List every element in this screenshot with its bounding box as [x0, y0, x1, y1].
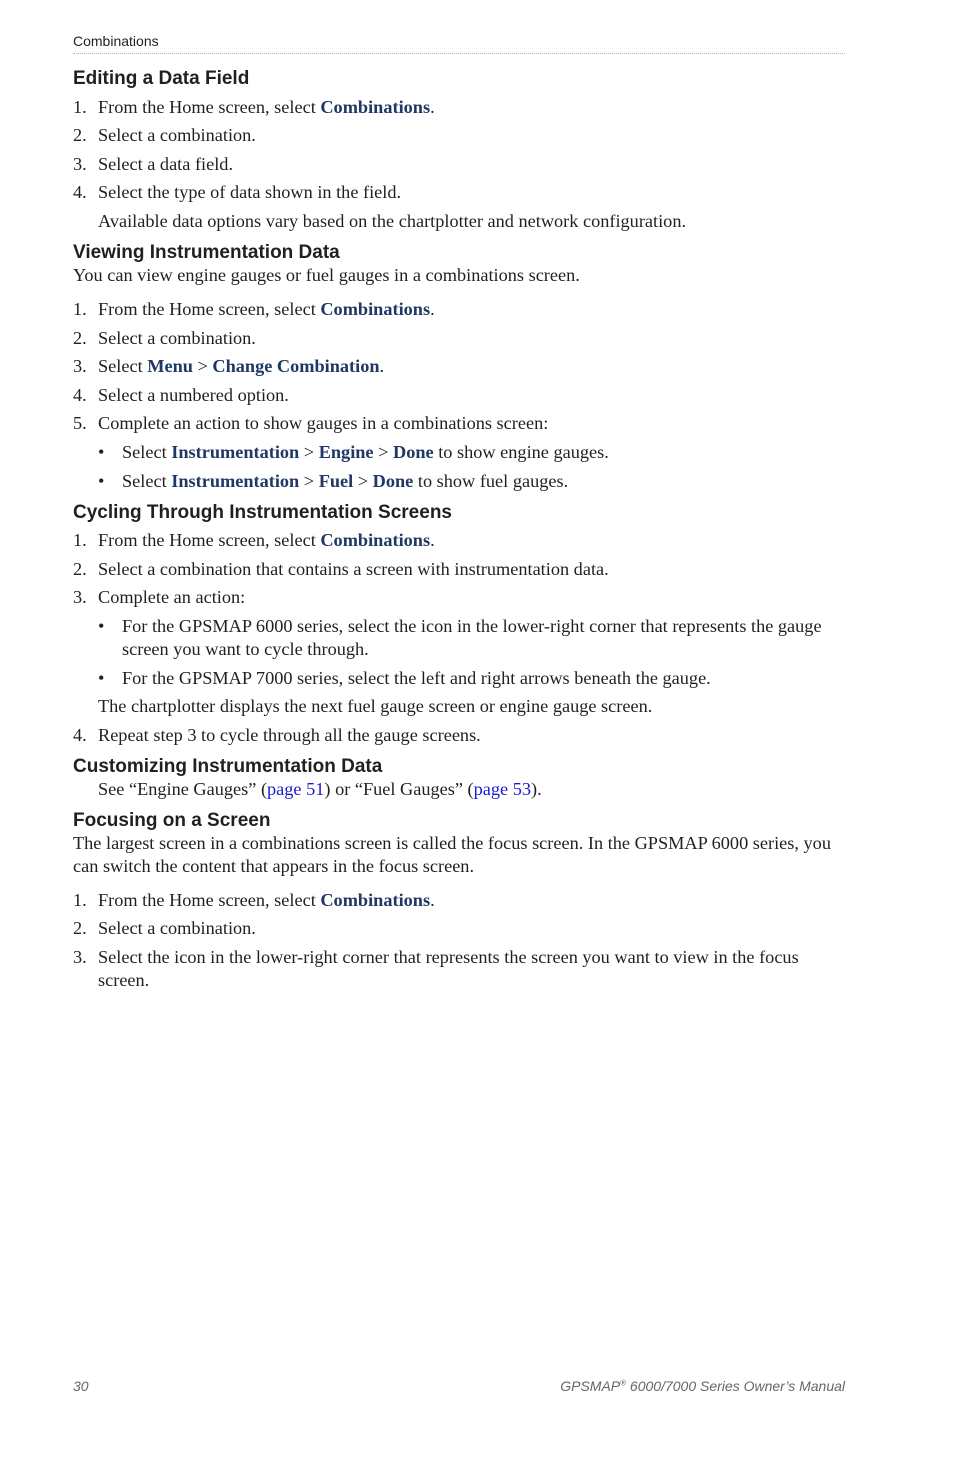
step-text: Complete an action: [98, 587, 246, 608]
path-separator: > [299, 441, 319, 462]
see-text: ). [531, 778, 542, 799]
step-number: 2. [73, 125, 87, 146]
step [73, 96, 845, 119]
path-separator: > [353, 470, 373, 491]
step-number: 2. [73, 558, 87, 579]
bullet-item [73, 667, 845, 690]
step-text: Select a combination. [98, 918, 256, 939]
bullet-icon: • [98, 615, 105, 636]
ui-term-combinations: Combinations [320, 530, 431, 551]
step-number: 3. [73, 153, 87, 174]
step-text: . [430, 530, 435, 551]
page-content [73, 68, 845, 1001]
path-separator: > [192, 356, 213, 377]
page-number: 30 [73, 1378, 89, 1394]
step-text: Select the icon in the lower-right corner that represents the screen you want to view in the focus screen. [98, 946, 799, 990]
section-intro: You can view engine gauges or fuel gauges in a combinations screen. [73, 264, 580, 285]
ui-term-combinations: Combinations [320, 96, 431, 117]
step [73, 355, 845, 378]
step-list [73, 96, 845, 205]
link-page-53[interactable]: page 53 [473, 778, 532, 799]
see-text: See “Engine Gauges” ( [98, 778, 268, 799]
bullet-icon: • [98, 441, 105, 462]
step [73, 586, 845, 609]
step-text: . [430, 298, 435, 319]
bullet-text: For the GPSMAP 6000 series, select the icon in the lower-right corner that represents the gauge screen you want to cycle through. [122, 615, 822, 659]
step-text: From the Home screen, select [98, 889, 321, 910]
section-cycling-instrumentation-screens [73, 502, 845, 747]
step-text: Select a combination. [98, 125, 256, 146]
section-viewing-instrumentation-data [73, 242, 845, 493]
section-focusing-on-screen [73, 810, 845, 992]
step [73, 384, 845, 407]
step-text: . [430, 889, 435, 910]
step-text: . [430, 96, 435, 117]
registered-mark: ® [620, 1378, 627, 1388]
bullet-item [73, 441, 845, 464]
ui-term-done: Done [372, 470, 414, 491]
step [73, 153, 845, 176]
bullet-item [73, 470, 845, 493]
step-text: Select a numbered option. [98, 384, 289, 405]
bullet-text: Select [122, 441, 172, 462]
ui-term-instrumentation: Instrumentation [171, 470, 300, 491]
section-heading: Cycling Through Instrumentation Screens [73, 501, 452, 523]
step [73, 412, 845, 435]
step-number: 4. [73, 384, 87, 405]
section-customizing-instrumentation-data [73, 756, 845, 801]
path-separator: > [299, 470, 319, 491]
manual-title-rest: 6000/7000 Series Owner’s Manual [626, 1378, 845, 1394]
step [73, 529, 845, 552]
step-text: Select a data field. [98, 153, 234, 174]
step-text: From the Home screen, select [98, 298, 321, 319]
bullet-text: Select [122, 470, 172, 491]
step-number: 3. [73, 946, 87, 967]
step-text: . [379, 356, 385, 377]
step-note: Available data options vary based on the chartplotter and network configuration. [98, 210, 687, 231]
bullet-icon: • [98, 470, 105, 491]
step-number: 1. [73, 96, 87, 117]
bullet-item [73, 615, 845, 661]
step-text: Select a combination that contains a screen with instrumentation data. [98, 558, 609, 579]
manual-brand: GPSMAP [560, 1378, 621, 1394]
step-number: 3. [73, 587, 87, 608]
ui-term-change-combination: Change Combination [212, 356, 380, 377]
step-number: 1. [73, 298, 87, 319]
see-also [73, 778, 845, 801]
path-separator: > [373, 441, 394, 462]
bullet-list [73, 441, 845, 493]
section-heading: Viewing Instrumentation Data [73, 241, 340, 263]
bullet-text: to show fuel gauges. [413, 470, 569, 491]
step-list [73, 298, 845, 435]
step-text: Select a combination. [98, 327, 256, 348]
step-note: The chartplotter displays the next fuel gauge screen or engine gauge screen. [98, 696, 653, 717]
step-text: Select [98, 356, 148, 377]
manual-page [73, 0, 845, 1468]
ui-term-done: Done [393, 441, 434, 462]
ui-term-menu: Menu [147, 356, 193, 377]
step-number: 1. [73, 530, 87, 551]
step-number: 5. [73, 413, 87, 434]
section-heading: Editing a Data Field [73, 68, 250, 89]
step [73, 558, 845, 581]
bullet-list [73, 615, 845, 690]
ui-term-combinations: Combinations [320, 298, 431, 319]
step-text: Select the type of data shown in the field. [98, 182, 402, 203]
step [73, 946, 845, 992]
step-number: 4. [73, 182, 87, 203]
ui-term-engine: Engine [318, 441, 374, 462]
step-number: 2. [73, 918, 87, 939]
section-editing-data-field [73, 68, 845, 233]
step-text: From the Home screen, select [98, 96, 321, 117]
running-head: Combinations [73, 33, 845, 54]
step-text: Repeat step 3 to cycle through all the gauge screens. [98, 724, 481, 745]
step-number: 4. [73, 724, 87, 745]
section-intro: The largest screen in a combinations screen is called the focus screen. In the GPSMAP 6000 series, you can switch the content that appears in the focus screen. [73, 832, 831, 876]
step-list [73, 724, 845, 747]
step-text: Complete an action to show gauges in a combinations screen: [98, 413, 549, 434]
link-page-51[interactable]: page 51 [267, 778, 325, 799]
ui-term-combinations: Combinations [320, 889, 431, 910]
ui-term-fuel: Fuel [318, 470, 354, 491]
step-number: 3. [73, 356, 87, 377]
step-list [73, 529, 845, 609]
step [73, 298, 845, 321]
bullet-text: For the GPSMAP 7000 series, select the left and right arrows beneath the gauge. [122, 667, 711, 688]
section-heading: Customizing Instrumentation Data [73, 755, 383, 777]
step [73, 124, 845, 147]
bullet-text: to show engine gauges. [433, 441, 609, 462]
step-list [73, 889, 845, 992]
step-number: 1. [73, 889, 87, 910]
step [73, 181, 845, 204]
step [73, 917, 845, 940]
manual-title [560, 1378, 845, 1394]
bullet-icon: • [98, 667, 105, 688]
section-heading: Focusing on a Screen [73, 809, 271, 831]
step [73, 327, 845, 350]
see-text: ) or “Fuel Gauges” ( [324, 778, 474, 799]
step [73, 724, 845, 747]
step-number: 2. [73, 327, 87, 348]
step-text: From the Home screen, select [98, 530, 321, 551]
ui-term-instrumentation: Instrumentation [171, 441, 300, 462]
step [73, 889, 845, 912]
